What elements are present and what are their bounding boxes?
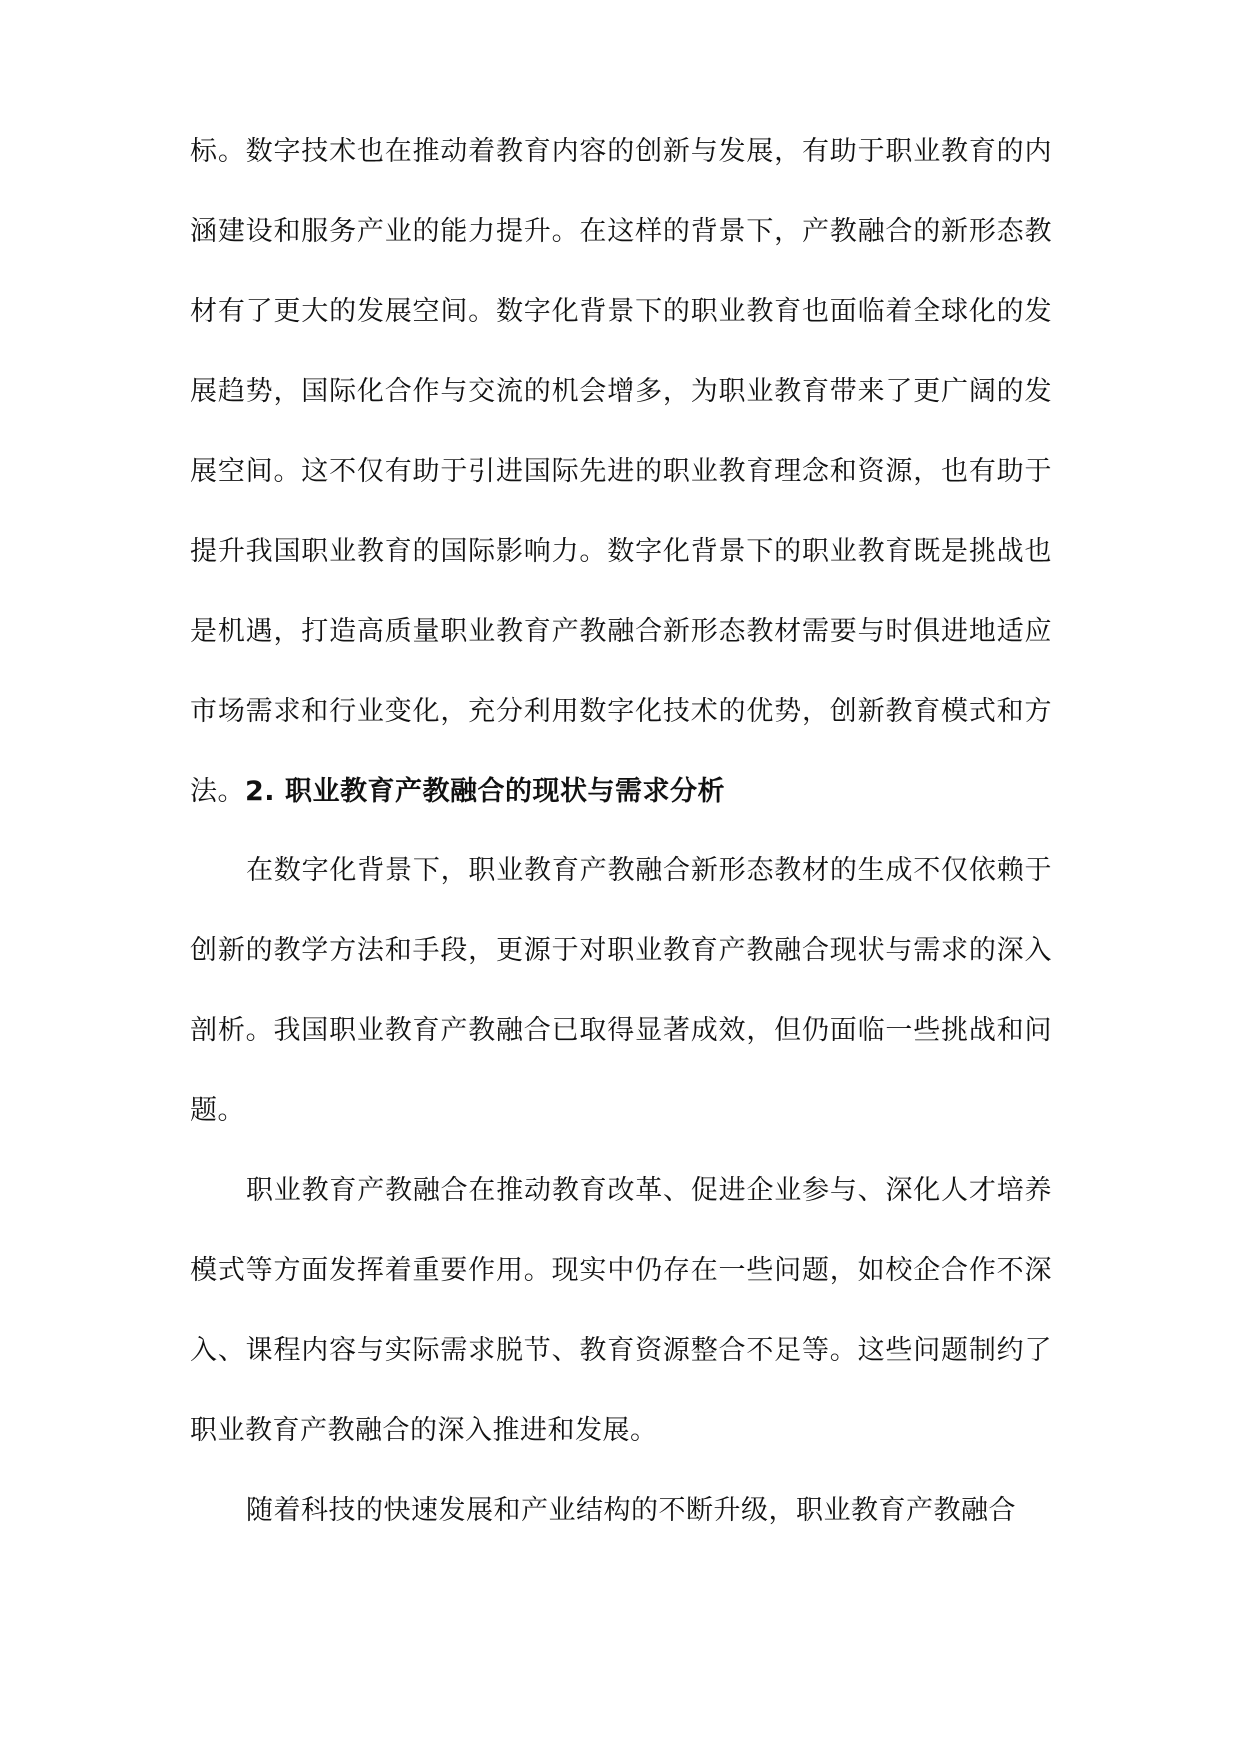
paragraph-development: 随着科技的快速发展和产业结构的不断升级，职业教育产教融合: [246, 1495, 1016, 1526]
paragraph-problems: 职业教育产教融合在推动教育改革、促进企业参与、深化人才培养模式等方面发挥着重要作用。现实中仍存在一些问题，如校企合作不深入、课程内容与实际需求脱节、教育资源整合不足等。这些问题制约了职业教育产教融合的深入推进和发展。: [190, 1175, 1052, 1446]
section-heading: 2. 职业教育产教融合的现状与需求分析: [245, 776, 725, 807]
paragraph-status-analysis: 在数字化背景下，职业教育产教融合新形态教材的生成不仅依赖于创新的教学方法和手段，更源于对职业教育产教融合现状与需求的深入剖析。我国职业教育产教融合已取得显著成效，但仍面临一些挑战和问题。: [190, 855, 1052, 1126]
paragraph-continued: 标。数字技术也在推动着教育内容的创新与发展，有助于职业教育的内涵建设和服务产业的能力提升。在这样的背景下，产教融合的新形态教材有了更大的发展空间。数字化背景下的职业教育也面临着全球化的发展趋势，国际化合作与交流的机会增多，为职业教育带来了更广阔的发展空间。这不仅有助于引进国际先进的职业教育理念和资源，也有助于提升我国职业教育的国际影响力。数字化背景下的职业教育既是挑战也是机遇，打造高质量职业教育产教融合新形态教材需要与时俱进地适应市场需求和行业变化，充分利用数字化技术的优势，创新教育模式和方法。: [190, 136, 1052, 807]
